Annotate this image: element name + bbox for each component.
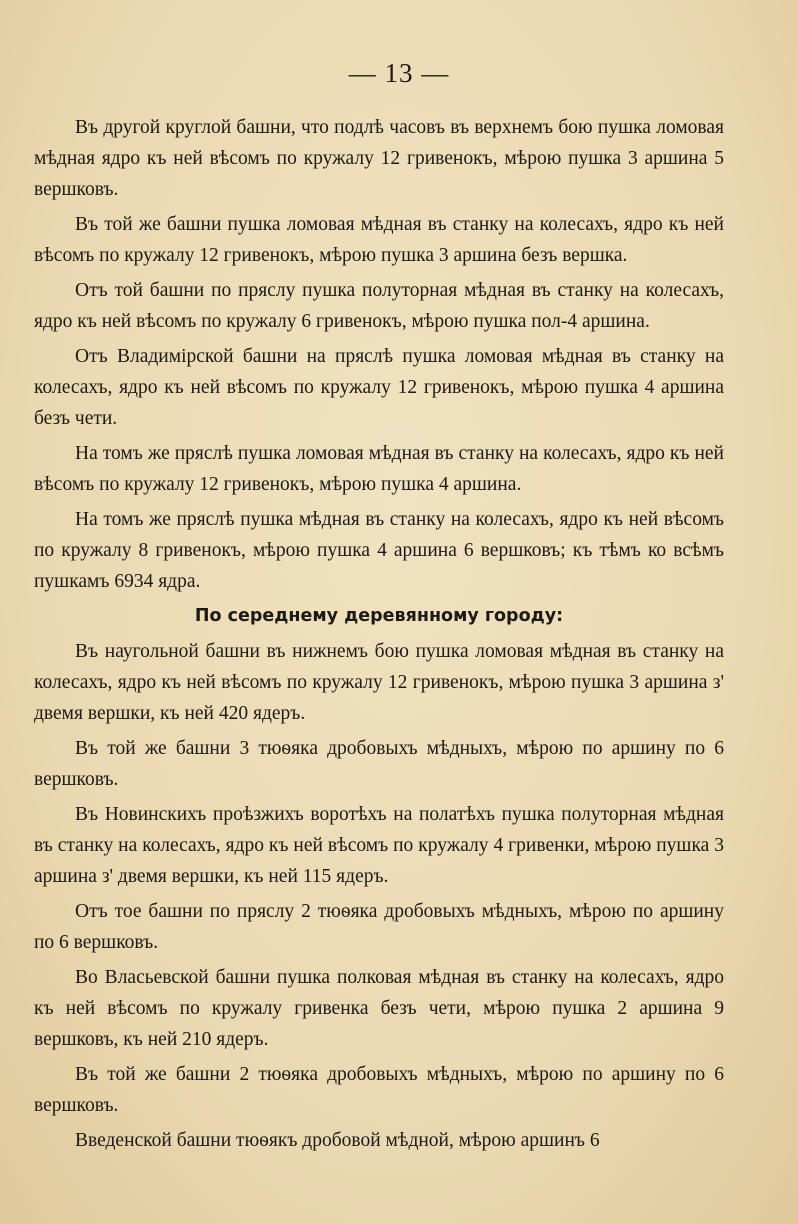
paragraph: Въ Новинскихъ проѣзжихъ воротѣхъ на полатѣхъ пушка полуторная мѣдная въ станку на колесахъ, ядро къ ней вѣсомъ по кружалу 4 гривенки, мѣрою пушка 3 аршина з' двемя вершки, къ ней 115 ядеръ. [34, 804, 724, 887]
paragraph: Отъ той башни по пряслу пушка полуторная мѣдная въ станку на колесахъ, ядро къ ней вѣсомъ по кружалу 6 гривенокъ, мѣрою пушка пол-4 аршина. [34, 280, 724, 332]
body-text [34, 112, 724, 1160]
paragraph: Въ другой круглой башни, что подлѣ часовъ въ верхнемъ бою пушка ломовая мѣдная ядро къ ней вѣсомъ по кружалу 12 гривенокъ, мѣрою пушка 3 аршина 5 вершковъ. [34, 117, 724, 200]
paragraph: На томъ же пряслѣ пушка ломовая мѣдная въ станку на колесахъ, ядро къ ней вѣсомъ по кружалу 12 гривенокъ, мѣрою пушка 4 аршина. [34, 443, 724, 495]
paragraph: На томъ же пряслѣ пушка мѣдная въ станку на колесахъ, ядро къ ней вѣсомъ по кружалу 8 гривенокъ, мѣрою пушка 4 аршина 6 вершковъ; къ тѣмъ ко всѣмъ пушкамъ 6934 ядра. [34, 509, 724, 592]
paragraph: Отъ Владимірской башни на пряслѣ пушка ломовая мѣдная въ станку на колесахъ, ядро къ ней вѣсомъ по кружалу 12 гривенокъ, мѣрою пушка 4 аршина безъ чети. [34, 346, 724, 429]
section-heading: По середнему деревянному городу: [194, 606, 564, 626]
paragraph: Въ той же башни 3 тюѳяка дробовыхъ мѣдныхъ, мѣрою по аршину по 6 вершковъ. [34, 738, 724, 790]
paragraph: Въ наугольной башни въ нижнемъ бою пушка ломовая мѣдная въ станку на колесахъ, ядро къ ней вѣсомъ по кружалу 12 гривенокъ, мѣрою пушка 3 аршина з' двемя вершки, къ ней 420 ядеръ. [34, 641, 724, 724]
paragraph: Въ той же башни 2 тюѳяка дробовыхъ мѣдныхъ, мѣрою по аршину по 6 вершковъ. [34, 1064, 724, 1116]
page-number: — 13 — [348, 58, 450, 88]
paragraph: Отъ тое башни по пряслу 2 тюѳяка дробовыхъ мѣдныхъ, мѣрою по аршину по 6 вершковъ. [34, 901, 724, 953]
paragraph: Въ той же башни пушка ломовая мѣдная въ станку на колесахъ, ядро къ ней вѣсомъ по кружалу 12 гривенокъ, мѣрою пушка 3 аршина безъ вершка. [34, 214, 724, 266]
paragraph: Во Власьевской башни пушка полковая мѣдная въ станку на колесахъ, ядро къ ней вѣсомъ по кружалу гривенка безъ чети, мѣрою пушка 2 аршина 9 вершковъ, къ ней 210 ядеръ. [34, 967, 724, 1050]
paragraph: Введенской башни тюѳякъ дробовой мѣдной, мѣрою аршинъ 6 [75, 1130, 600, 1151]
